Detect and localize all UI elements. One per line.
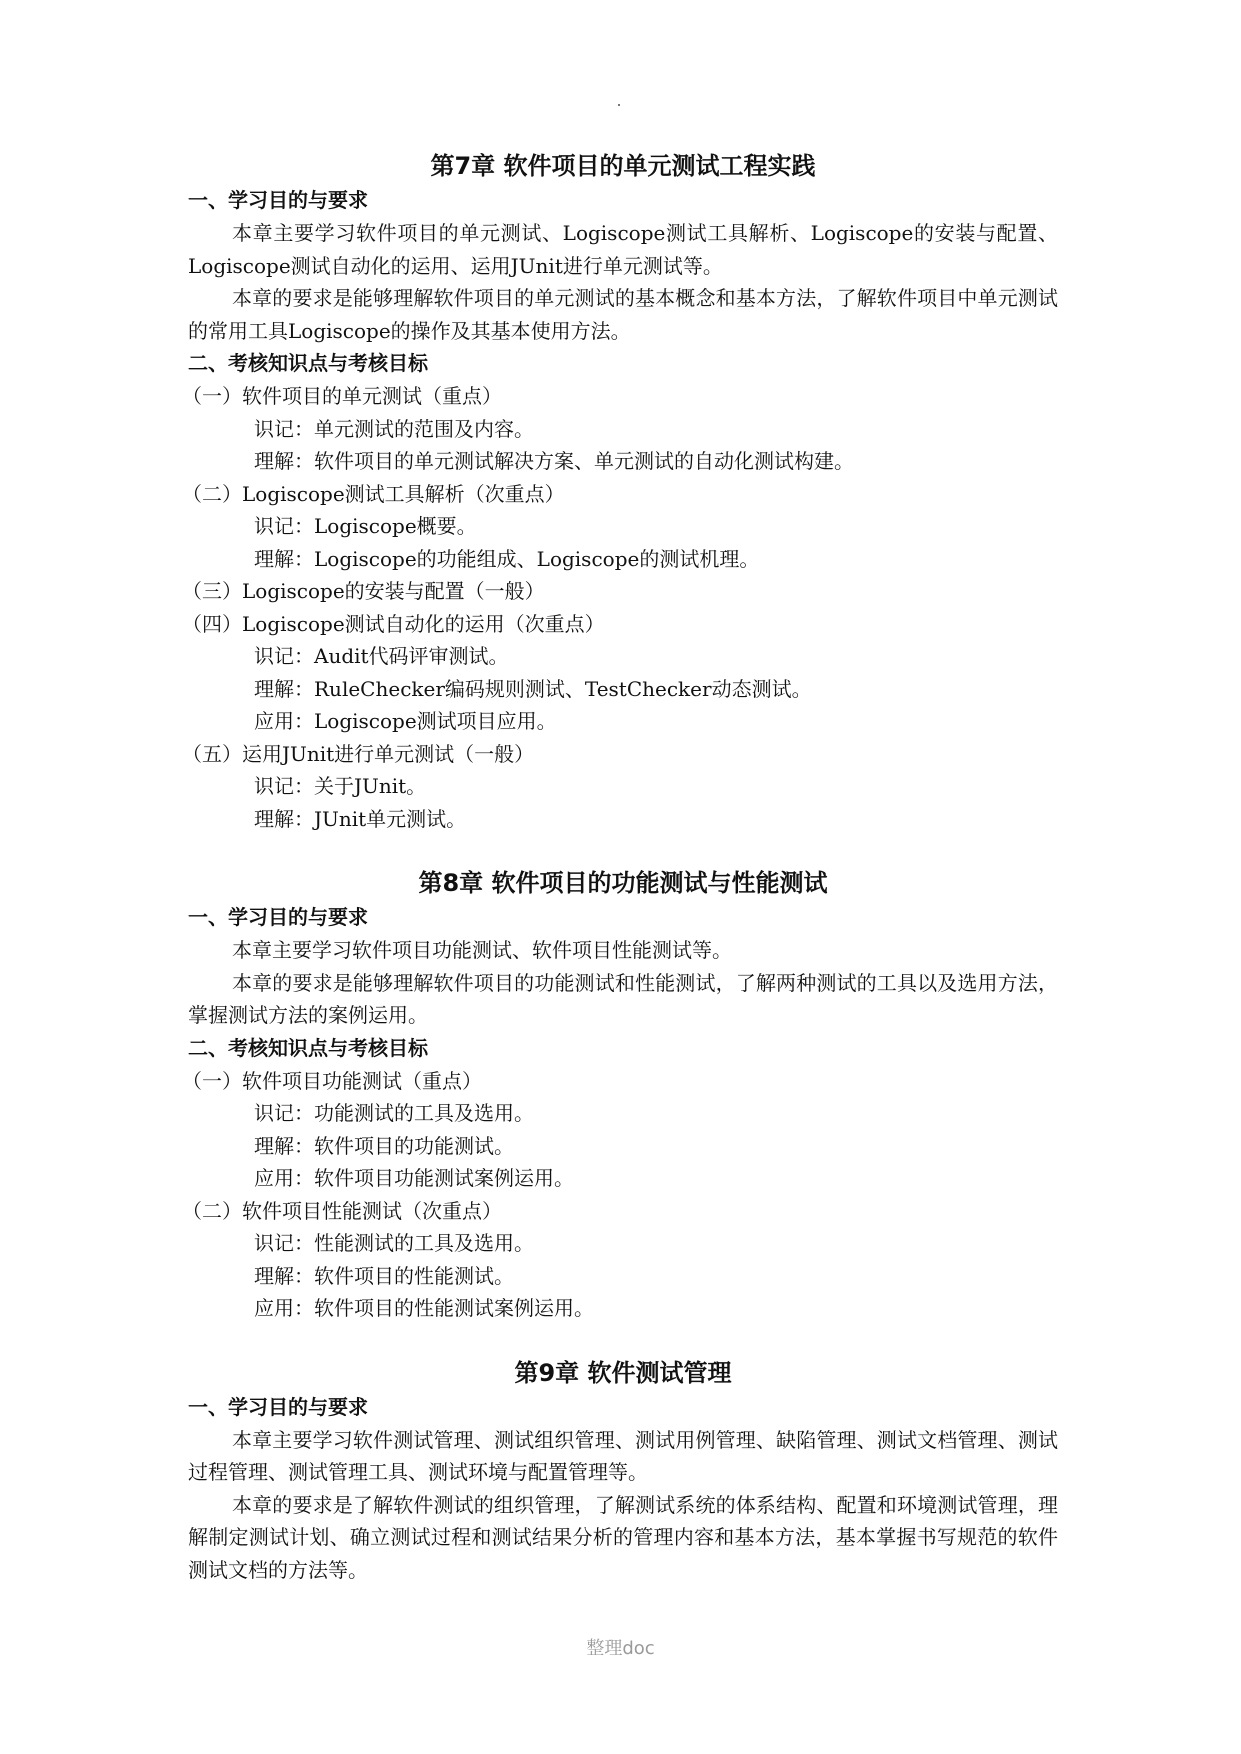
topic-objective: 理解：软件项目的性能测试。: [254, 1263, 514, 1288]
chapter-title: 第7章 软件项目的单元测试工程实践: [430, 152, 816, 180]
chapter-7: [182, 148, 1058, 835]
paragraph: 本章的要求是能够理解软件项目的功能测试和性能测试，了解两种测试的工具以及选用方法，掌握测试方法的案例运用。: [188, 970, 1058, 1027]
topic-item: （四）Logiscope测试自动化的运用（次重点）: [182, 611, 605, 636]
topic-objective: 理解：Logiscope的功能组成、Logiscope的测试机理。: [254, 546, 760, 571]
topic-objective: 理解：JUnit单元测试。: [254, 806, 467, 831]
topic-item: （三）Logiscope的安装与配置（一般）: [182, 579, 545, 603]
paragraph: 本章的要求是了解软件测试的组织管理，了解测试系统的体系结构、配置和环境测试管理，理解制定测试计划、确立测试过程和测试结果分析的管理内容和基本方法，基本掌握书写规范的软件测试文档的方法等。: [188, 1492, 1058, 1582]
topic-item: （五）运用JUnit进行单元测试（一般）: [182, 741, 535, 766]
topic-objective: 理解：RuleChecker编码规则测试、TestChecker动态测试。: [254, 676, 812, 701]
topic-objective: 识记：Audit代码评审测试。: [254, 644, 509, 668]
topic-objective: 识记：功能测试的工具及选用。: [254, 1101, 534, 1125]
section-heading: 一、学习目的与要求: [188, 1394, 368, 1419]
topic-objective: 识记：单元测试的范围及内容。: [254, 416, 534, 441]
topic-objective: 应用：软件项目的性能测试案例运用。: [254, 1296, 594, 1320]
header-dot: [618, 104, 620, 106]
topic-objective: 理解：软件项目的功能测试。: [254, 1133, 514, 1158]
section-heading: 一、学习目的与要求: [188, 188, 368, 212]
topic-item: （二）软件项目性能测试（次重点）: [182, 1198, 502, 1223]
paragraph: 本章的要求是能够理解软件项目的单元测试的基本概念和基本方法，了解软件项目中单元测试的常用工具Logiscope的操作及其基本使用方法。: [188, 286, 1058, 343]
topic-objective: 理解：软件项目的单元测试解决方案、单元测试的自动化测试构建。: [254, 449, 854, 473]
section-heading: 二、考核知识点与考核目标: [188, 351, 428, 375]
section-heading: 二、考核知识点与考核目标: [188, 1035, 428, 1060]
topic-objective: 识记：性能测试的工具及选用。: [254, 1231, 534, 1255]
topic-objective: 应用：软件项目功能测试案例运用。: [254, 1166, 574, 1190]
chapter-title: 第8章 软件项目的功能测试与性能测试: [418, 869, 828, 897]
chapter-8: [182, 865, 1058, 1325]
paragraph: 本章主要学习软件项目功能测试、软件项目性能测试等。: [232, 938, 732, 962]
topic-item: （二）Logiscope测试工具解析（次重点）: [182, 481, 565, 506]
page-footer: 整理doc: [586, 1638, 655, 1659]
section-heading: 一、学习目的与要求: [188, 905, 368, 929]
topic-item: （一）软件项目的单元测试（重点）: [182, 384, 502, 408]
chapter-title: 第9章 软件测试管理: [514, 1358, 732, 1387]
paragraph: 本章主要学习软件项目的单元测试、Logiscope测试工具解析、Logiscope的安装与配置、Logiscope测试自动化的运用、运用JUnit进行单元测试等。: [188, 221, 1058, 278]
topic-item: （一）软件项目功能测试（重点）: [182, 1068, 482, 1093]
document-body: [182, 148, 1058, 1586]
paragraph: 本章主要学习软件测试管理、测试组织管理、测试用例管理、缺陷管理、测试文档管理、测试过程管理、测试管理工具、测试环境与配置管理等。: [188, 1427, 1058, 1484]
chapter-9: [188, 1355, 1058, 1587]
topic-objective: 应用：Logiscope测试项目应用。: [254, 709, 557, 733]
topic-objective: 识记：关于JUnit。: [254, 774, 427, 798]
topic-objective: 识记：Logiscope概要。: [254, 514, 477, 538]
